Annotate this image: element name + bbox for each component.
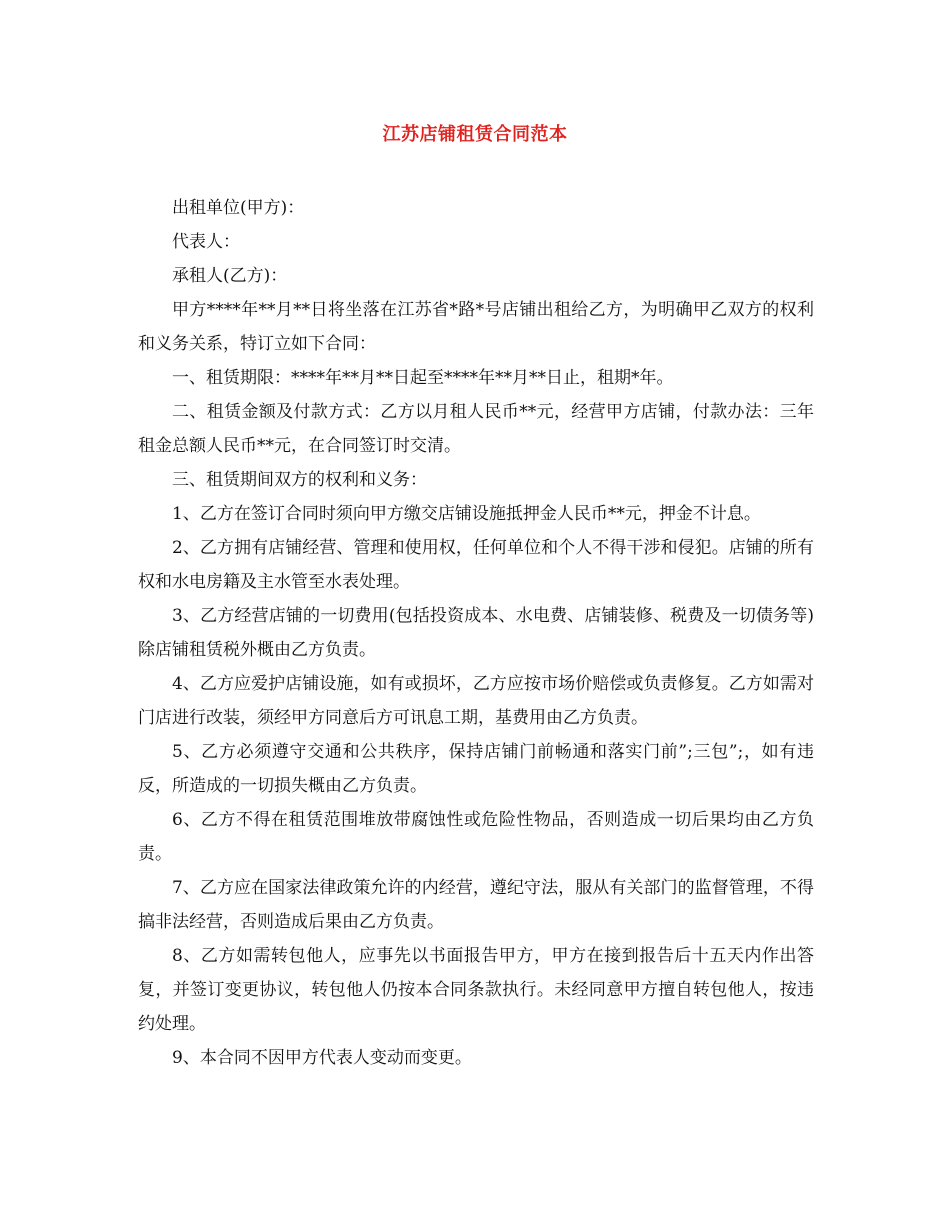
item-8-sublease: 8、乙方如需转包他人，应事先以书面报告甲方，甲方在接到报告后十五天内作出答复，并签订变更协议，转包他人仍按本合同条款执行。未经同意甲方擅自转包他人，按违约处理。 bbox=[138, 946, 814, 1034]
item-5-public-order: 5、乙方必须遵守交通和公共秩序，保持店铺门前畅通和落实门前”;三包”;，如有违反，所造成的一切损失概由乙方负责。 bbox=[138, 742, 814, 796]
item-7-lawful-operation: 7、乙方应在国家法律政策允许的内经营，遵纪守法，服从有关部门的监督管理，不得搞非法经营，否则造成后果由乙方负责。 bbox=[138, 878, 814, 932]
lessor-line: 出租单位(甲方)： bbox=[172, 198, 305, 218]
document-title: 江苏店铺租赁合同范本 bbox=[382, 124, 568, 145]
clause-rent-payment: 二、租赁金额及付款方式：乙方以月租人民币**元，经营甲方店铺，付款办法：三年租金总额人民币**元，在合同签订时交清。 bbox=[138, 402, 814, 456]
document-body bbox=[138, 191, 814, 1075]
item-3-expenses: 3、乙方经营店铺的一切费用(包括投资成本、水电费、店铺装修、税费及一切债务等)除店铺租赁税外概由乙方负责。 bbox=[138, 606, 814, 660]
item-9-representative-change: 9、本合同不因甲方代表人变动而变更。 bbox=[172, 1048, 472, 1068]
preamble-paragraph: 甲方****年**月**日将坐落在江苏省*路*号店铺出租给乙方，为明确甲乙双方的权利和义务关系，特订立如下合同： bbox=[138, 300, 814, 354]
item-2-management-rights: 2、乙方拥有店铺经营、管理和使用权，任何单位和个人不得干涉和侵犯。店铺的所有权和水电房籍及主水管至水表处理。 bbox=[138, 538, 814, 592]
item-1-deposit: 1、乙方在签订合同时须向甲方缴交店铺设施抵押金人民币**元，押金不计息。 bbox=[172, 504, 761, 524]
lessee-line: 承租人(乙方)： bbox=[172, 266, 288, 286]
item-6-hazardous-goods: 6、乙方不得在租赁范围堆放带腐蚀性或危险性物品，否则造成一切后果均由乙方负责。 bbox=[138, 810, 814, 864]
clause-lease-term: 一、租赁期限：****年**月**日起至****年**月**日止，租期*年。 bbox=[172, 368, 674, 388]
item-4-facilities: 4、乙方应爱护店铺设施，如有或损坏，乙方应按市场价赔偿或负责修复。乙方如需对门店进行改装，须经甲方同意后方可讯息工期，基费用由乙方负责。 bbox=[138, 674, 814, 728]
representative-line: 代表人： bbox=[172, 232, 240, 252]
clause-rights-obligations: 三、租赁期间双方的权利和义务： bbox=[172, 470, 427, 490]
